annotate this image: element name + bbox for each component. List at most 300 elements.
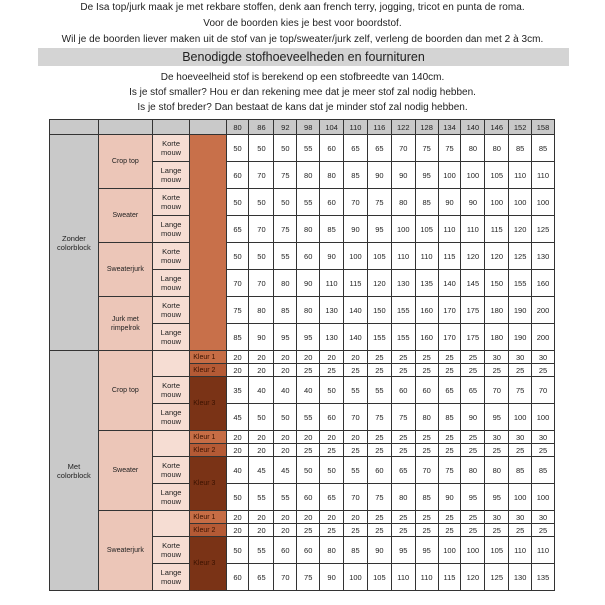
sleeve-label: Korte mouw xyxy=(152,243,189,270)
fabric-amount-cell: 25 xyxy=(438,351,461,364)
fabric-amount-cell: 20 xyxy=(274,351,297,364)
sleeve-blank xyxy=(152,351,189,377)
fabric-amount-cell: 20 xyxy=(344,431,368,444)
size-header: 152 xyxy=(509,120,532,135)
fabric-amount-cell: 85 xyxy=(438,404,461,431)
fabric-amount-cell: 100 xyxy=(438,162,461,189)
sleeve-label: Lange mouw xyxy=(152,162,189,189)
fabric-amount-cell: 105 xyxy=(485,537,509,564)
fabric-amount-cell: 175 xyxy=(461,297,485,324)
fabric-amount-cell: 30 xyxy=(532,431,555,444)
size-header: 122 xyxy=(391,120,415,135)
fabric-amount-cell: 155 xyxy=(367,324,391,351)
section-title: Benodigde stofhoeveelheden en fournituren xyxy=(38,48,569,66)
sleeve-label: Lange mouw xyxy=(152,404,189,431)
size-header: 80 xyxy=(226,120,249,135)
fabric-amount-cell: 95 xyxy=(461,484,485,511)
fabric-amount-cell: 25 xyxy=(415,351,438,364)
fabric-amount-cell: 45 xyxy=(249,457,274,484)
fabric-amount-cell: 50 xyxy=(226,243,249,270)
fabric-amount-cell: 25 xyxy=(344,444,368,457)
size-header: 140 xyxy=(461,120,485,135)
fabric-amount-cell: 85 xyxy=(509,457,532,484)
fabric-amount-cell: 20 xyxy=(344,351,368,364)
fabric-amount-cell: 55 xyxy=(274,243,297,270)
fabric-amount-cell: 25 xyxy=(367,511,391,524)
fabric-amount-cell: 20 xyxy=(249,524,274,537)
fabric-amount-cell: 110 xyxy=(509,537,532,564)
fabric-amount-cell: 170 xyxy=(438,297,461,324)
fabric-amount-cell: 85 xyxy=(320,216,344,243)
fabric-amount-cell: 25 xyxy=(438,364,461,377)
fabric-amount-cell: 25 xyxy=(509,364,532,377)
size-header: 110 xyxy=(344,120,368,135)
fabric-amount-cell: 25 xyxy=(532,364,555,377)
size-header: 116 xyxy=(367,120,391,135)
fabric-amount-cell: 30 xyxy=(485,351,509,364)
fabric-amount-cell: 20 xyxy=(320,351,344,364)
fabric-table xyxy=(49,119,555,591)
fabric-amount-cell: 30 xyxy=(532,351,555,364)
note-line-1: De hoeveelheid stof is berekend op een stofbreedte van 140cm. xyxy=(160,72,445,83)
fabric-amount-cell: 95 xyxy=(391,537,415,564)
fabric-amount-cell: 125 xyxy=(532,216,555,243)
fabric-amount-cell: 40 xyxy=(226,457,249,484)
sleeve-label: Korte mouw xyxy=(152,377,189,404)
fabric-amount-cell: 155 xyxy=(391,297,415,324)
fabric-amount-cell: 25 xyxy=(367,431,391,444)
fabric-amount-cell: 25 xyxy=(461,444,485,457)
fabric-amount-cell: 75 xyxy=(367,484,391,511)
fabric-amount-cell: 40 xyxy=(274,377,297,404)
fabric-amount-cell: 75 xyxy=(438,135,461,162)
fabric-amount-cell: 120 xyxy=(485,243,509,270)
sleeve-blank xyxy=(152,511,189,537)
fabric-amount-cell: 75 xyxy=(274,162,297,189)
fabric-amount-cell: 25 xyxy=(320,524,344,537)
fabric-amount-cell: 110 xyxy=(415,564,438,591)
fabric-amount-cell: 20 xyxy=(297,431,320,444)
fabric-amount-cell: 70 xyxy=(485,377,509,404)
fabric-amount-cell: 25 xyxy=(438,444,461,457)
fabric-amount-cell: 65 xyxy=(226,216,249,243)
fabric-amount-cell: 115 xyxy=(344,270,368,297)
fabric-amount-cell: 80 xyxy=(297,297,320,324)
fabric-amount-cell: 160 xyxy=(532,270,555,297)
fabric-amount-cell: 55 xyxy=(297,135,320,162)
fabric-amount-cell: 30 xyxy=(509,511,532,524)
fabric-amount-cell: 95 xyxy=(274,324,297,351)
fabric-amount-cell: 90 xyxy=(320,564,344,591)
fabric-amount-cell: 50 xyxy=(249,189,274,216)
fabric-amount-cell: 170 xyxy=(438,324,461,351)
fabric-amount-cell: 80 xyxy=(461,457,485,484)
fabric-amount-cell: 80 xyxy=(297,162,320,189)
fabric-amount-cell: 70 xyxy=(415,457,438,484)
fabric-amount-cell: 85 xyxy=(532,457,555,484)
fabric-amount-cell: 65 xyxy=(344,135,368,162)
fabric-amount-cell: 100 xyxy=(509,484,532,511)
fabric-amount-cell: 25 xyxy=(320,444,344,457)
size-header: 146 xyxy=(485,120,509,135)
header-blank xyxy=(190,120,226,135)
fabric-amount-cell: 150 xyxy=(367,297,391,324)
fabric-amount-cell: 75 xyxy=(226,297,249,324)
sleeve-label: Lange mouw xyxy=(152,216,189,243)
sleeve-label: Lange mouw xyxy=(152,270,189,297)
fabric-amount-cell: 25 xyxy=(367,364,391,377)
fabric-amount-cell: 25 xyxy=(391,351,415,364)
fabric-amount-cell: 50 xyxy=(320,377,344,404)
fabric-amount-cell: 25 xyxy=(485,364,509,377)
fabric-amount-cell: 60 xyxy=(226,564,249,591)
fabric-amount-cell: 65 xyxy=(461,377,485,404)
fabric-amount-cell: 25 xyxy=(367,524,391,537)
kleur-2-label: Kleur 2 xyxy=(190,364,226,377)
fabric-amount-cell: 20 xyxy=(226,364,249,377)
fabric-amount-cell: 85 xyxy=(415,189,438,216)
fabric-amount-cell: 130 xyxy=(532,243,555,270)
fabric-amount-cell: 110 xyxy=(438,216,461,243)
fabric-amount-cell: 25 xyxy=(532,524,555,537)
fabric-amount-cell: 30 xyxy=(485,511,509,524)
fabric-amount-cell: 20 xyxy=(297,511,320,524)
fabric-amount-cell: 110 xyxy=(461,216,485,243)
note-line-3: Is je stof breder? Dan bestaat de kans dat je minder stof zal nodig hebben. xyxy=(137,102,468,113)
fabric-amount-cell: 75 xyxy=(367,404,391,431)
fabric-amount-cell: 100 xyxy=(461,162,485,189)
fabric-amount-cell: 75 xyxy=(391,404,415,431)
fabric-amount-cell: 50 xyxy=(274,189,297,216)
fabric-amount-cell: 60 xyxy=(226,162,249,189)
fabric-amount-cell: 45 xyxy=(226,404,249,431)
fabric-amount-cell: 100 xyxy=(438,537,461,564)
fabric-amount-cell: 60 xyxy=(415,377,438,404)
sleeve-label: Korte mouw xyxy=(152,297,189,324)
fabric-amount-cell: 25 xyxy=(485,444,509,457)
kleur-1-label: Kleur 1 xyxy=(190,351,226,364)
garment-label: Sweaterjurk xyxy=(98,511,152,591)
fabric-amount-cell: 20 xyxy=(226,351,249,364)
fabric-amount-cell: 55 xyxy=(344,377,368,404)
size-header: 104 xyxy=(320,120,344,135)
fabric-amount-cell: 80 xyxy=(461,135,485,162)
fabric-amount-cell: 85 xyxy=(532,135,555,162)
intro-line-2: Voor de boorden kies je best voor boordstof. xyxy=(203,18,402,29)
fabric-amount-cell: 70 xyxy=(274,564,297,591)
fabric-amount-cell: 145 xyxy=(461,270,485,297)
kleur-3-label: Kleur 3 xyxy=(190,457,226,511)
fabric-amount-cell: 20 xyxy=(274,444,297,457)
fabric-amount-cell: 85 xyxy=(226,324,249,351)
fabric-amount-cell: 70 xyxy=(226,270,249,297)
fabric-amount-cell: 120 xyxy=(461,564,485,591)
fabric-amount-cell: 65 xyxy=(438,377,461,404)
fabric-amount-cell: 120 xyxy=(461,243,485,270)
fabric-amount-cell: 20 xyxy=(320,511,344,524)
fabric-amount-cell: 25 xyxy=(438,511,461,524)
fabric-amount-cell: 100 xyxy=(461,537,485,564)
fabric-amount-cell: 160 xyxy=(415,324,438,351)
fabric-amount-cell: 20 xyxy=(320,431,344,444)
fabric-amount-cell: 50 xyxy=(226,484,249,511)
fabric-amount-cell: 190 xyxy=(509,324,532,351)
fabric-amount-cell: 55 xyxy=(249,484,274,511)
fabric-amount-cell: 40 xyxy=(297,377,320,404)
fabric-amount-cell: 120 xyxy=(509,216,532,243)
fabric-amount-cell: 110 xyxy=(415,243,438,270)
size-header: 128 xyxy=(415,120,438,135)
fabric-amount-cell: 190 xyxy=(509,297,532,324)
fabric-amount-cell: 20 xyxy=(274,511,297,524)
fabric-amount-cell: 105 xyxy=(415,216,438,243)
fabric-amount-cell: 20 xyxy=(249,444,274,457)
fabric-amount-cell: 85 xyxy=(344,162,368,189)
fabric-amount-cell: 30 xyxy=(485,431,509,444)
fabric-amount-cell: 25 xyxy=(509,444,532,457)
fabric-amount-cell: 80 xyxy=(297,216,320,243)
table-row xyxy=(50,189,555,216)
sleeve-label: Korte mouw xyxy=(152,135,189,162)
fabric-amount-cell: 125 xyxy=(485,564,509,591)
fabric-amount-cell: 25 xyxy=(438,524,461,537)
intro-line-3: Wil je de boorden liever maken uit de stof van je top/sweater/jurk zelf, verleng de boorden dan met 2 à 3cm. xyxy=(61,34,544,45)
sleeve-label: Korte mouw xyxy=(152,537,189,564)
fabric-amount-cell: 105 xyxy=(367,564,391,591)
fabric-amount-cell: 90 xyxy=(249,324,274,351)
fabric-amount-cell: 85 xyxy=(344,537,368,564)
fabric-amount-cell: 90 xyxy=(320,243,344,270)
fabric-amount-cell: 175 xyxy=(461,324,485,351)
fabric-amount-cell: 100 xyxy=(509,404,532,431)
fabric-amount-cell: 100 xyxy=(532,404,555,431)
fabric-amount-cell: 20 xyxy=(226,444,249,457)
fabric-amount-cell: 40 xyxy=(249,377,274,404)
fabric-amount-cell: 50 xyxy=(274,135,297,162)
fabric-amount-cell: 100 xyxy=(509,189,532,216)
fabric-amount-cell: 100 xyxy=(344,243,368,270)
fabric-amount-cell: 90 xyxy=(367,537,391,564)
fabric-amount-cell: 90 xyxy=(391,162,415,189)
fabric-amount-cell: 60 xyxy=(297,243,320,270)
fabric-amount-cell: 45 xyxy=(274,457,297,484)
fabric-amount-cell: 110 xyxy=(532,537,555,564)
fabric-amount-cell: 75 xyxy=(367,189,391,216)
fabric-amount-cell: 55 xyxy=(274,484,297,511)
sleeve-label: Korte mouw xyxy=(152,189,189,216)
fabric-amount-cell: 25 xyxy=(320,364,344,377)
size-header: 92 xyxy=(274,120,297,135)
fabric-amount-cell: 70 xyxy=(532,377,555,404)
fabric-amount-cell: 25 xyxy=(485,524,509,537)
fabric-amount-cell: 20 xyxy=(226,524,249,537)
fabric-amount-cell: 140 xyxy=(344,297,368,324)
table-row xyxy=(50,431,555,444)
fabric-amount-cell: 60 xyxy=(297,537,320,564)
fabric-amount-cell: 95 xyxy=(367,216,391,243)
fabric-amount-cell: 70 xyxy=(391,135,415,162)
fabric-amount-cell: 70 xyxy=(249,216,274,243)
kleur-1-label: Kleur 1 xyxy=(190,511,226,524)
fabric-amount-cell: 110 xyxy=(391,564,415,591)
fabric-amount-cell: 25 xyxy=(461,511,485,524)
fabric-amount-cell: 80 xyxy=(274,270,297,297)
fabric-amount-cell: 115 xyxy=(438,564,461,591)
fabric-amount-cell: 70 xyxy=(344,404,368,431)
fabric-amount-cell: 75 xyxy=(297,564,320,591)
fabric-amount-cell: 90 xyxy=(367,162,391,189)
fabric-amount-cell: 20 xyxy=(274,524,297,537)
fabric-amount-cell: 55 xyxy=(344,457,368,484)
fabric-amount-cell: 20 xyxy=(226,511,249,524)
fabric-amount-cell: 120 xyxy=(367,270,391,297)
fabric-color-swatch xyxy=(190,135,226,351)
header-blank xyxy=(98,120,152,135)
garment-label: Sweater xyxy=(98,189,152,243)
fabric-amount-cell: 135 xyxy=(415,270,438,297)
size-header: 86 xyxy=(249,120,274,135)
fabric-amount-cell: 50 xyxy=(226,189,249,216)
fabric-amount-cell: 180 xyxy=(485,297,509,324)
fabric-amount-cell: 55 xyxy=(297,404,320,431)
fabric-amount-cell: 50 xyxy=(249,135,274,162)
fabric-amount-cell: 80 xyxy=(320,162,344,189)
sleeve-label: Lange mouw xyxy=(152,484,189,511)
fabric-amount-cell: 100 xyxy=(344,564,368,591)
fabric-amount-cell: 50 xyxy=(226,537,249,564)
fabric-amount-cell: 70 xyxy=(344,189,368,216)
fabric-amount-cell: 110 xyxy=(391,243,415,270)
fabric-amount-cell: 100 xyxy=(532,189,555,216)
sleeve-label: Korte mouw xyxy=(152,457,189,484)
table-row xyxy=(50,297,555,324)
fabric-amount-cell: 20 xyxy=(249,431,274,444)
fabric-amount-cell: 90 xyxy=(461,189,485,216)
fabric-amount-cell: 25 xyxy=(344,364,368,377)
kleur-3-label: Kleur 3 xyxy=(190,537,226,591)
fabric-amount-cell: 130 xyxy=(320,297,344,324)
fabric-amount-cell: 130 xyxy=(509,564,532,591)
fabric-amount-cell: 20 xyxy=(249,351,274,364)
fabric-amount-cell: 140 xyxy=(438,270,461,297)
header-blank xyxy=(50,120,99,135)
fabric-amount-cell: 80 xyxy=(249,297,274,324)
fabric-amount-cell: 25 xyxy=(532,444,555,457)
fabric-amount-cell: 55 xyxy=(297,189,320,216)
fabric-amount-cell: 25 xyxy=(461,364,485,377)
size-header: 158 xyxy=(532,120,555,135)
fabric-amount-cell: 200 xyxy=(532,324,555,351)
fabric-amount-cell: 75 xyxy=(274,216,297,243)
fabric-amount-cell: 25 xyxy=(415,431,438,444)
fabric-amount-cell: 60 xyxy=(297,484,320,511)
fabric-amount-cell: 60 xyxy=(320,135,344,162)
fabric-amount-cell: 20 xyxy=(274,364,297,377)
sleeve-label: Lange mouw xyxy=(152,564,189,591)
kleur-2-label: Kleur 2 xyxy=(190,444,226,457)
fabric-amount-cell: 25 xyxy=(391,511,415,524)
fabric-amount-cell: 25 xyxy=(391,431,415,444)
fabric-amount-cell: 20 xyxy=(249,511,274,524)
fabric-amount-cell: 75 xyxy=(415,135,438,162)
size-header: 134 xyxy=(438,120,461,135)
fabric-amount-cell: 125 xyxy=(509,243,532,270)
garment-label: Crop top xyxy=(98,135,152,189)
fabric-amount-cell: 115 xyxy=(485,216,509,243)
fabric-amount-cell: 95 xyxy=(485,404,509,431)
fabric-amount-cell: 95 xyxy=(297,324,320,351)
fabric-amount-cell: 25 xyxy=(415,511,438,524)
fabric-amount-cell: 30 xyxy=(509,431,532,444)
fabric-amount-cell: 100 xyxy=(485,189,509,216)
fabric-amount-cell: 90 xyxy=(297,270,320,297)
fabric-amount-cell: 80 xyxy=(391,189,415,216)
fabric-amount-cell: 200 xyxy=(532,297,555,324)
fabric-amount-cell: 30 xyxy=(532,511,555,524)
group-label-zonder: Zonder colorblock xyxy=(50,135,99,351)
garment-label: Sweater xyxy=(98,431,152,511)
fabric-amount-cell: 95 xyxy=(485,484,509,511)
fabric-amount-cell: 70 xyxy=(249,162,274,189)
fabric-amount-cell: 25 xyxy=(415,364,438,377)
fabric-amount-cell: 25 xyxy=(415,524,438,537)
fabric-amount-cell: 25 xyxy=(461,431,485,444)
fabric-amount-cell: 110 xyxy=(509,162,532,189)
fabric-amount-cell: 25 xyxy=(391,444,415,457)
fabric-amount-cell: 100 xyxy=(532,484,555,511)
fabric-amount-cell: 80 xyxy=(485,135,509,162)
table-row xyxy=(50,135,555,162)
fabric-amount-cell: 65 xyxy=(367,135,391,162)
fabric-amount-cell: 60 xyxy=(391,377,415,404)
fabric-amount-cell: 110 xyxy=(532,162,555,189)
fabric-amount-cell: 50 xyxy=(274,404,297,431)
fabric-amount-cell: 75 xyxy=(509,377,532,404)
table-row xyxy=(50,351,555,364)
fabric-amount-cell: 20 xyxy=(226,431,249,444)
fabric-amount-cell: 50 xyxy=(249,404,274,431)
fabric-amount-cell: 50 xyxy=(320,457,344,484)
fabric-amount-cell: 80 xyxy=(391,484,415,511)
fabric-amount-cell: 180 xyxy=(485,324,509,351)
fabric-amount-cell: 25 xyxy=(438,431,461,444)
fabric-amount-cell: 140 xyxy=(344,324,368,351)
fabric-amount-cell: 25 xyxy=(367,444,391,457)
fabric-amount-cell: 75 xyxy=(438,457,461,484)
fabric-amount-cell: 25 xyxy=(344,524,368,537)
fabric-amount-cell: 60 xyxy=(367,457,391,484)
fabric-amount-cell: 25 xyxy=(461,351,485,364)
fabric-amount-cell: 35 xyxy=(226,377,249,404)
fabric-amount-cell: 90 xyxy=(438,484,461,511)
fabric-amount-cell: 85 xyxy=(509,135,532,162)
fabric-amount-cell: 70 xyxy=(249,270,274,297)
garment-label: Jurk met rimpelrok xyxy=(98,297,152,351)
fabric-amount-cell: 20 xyxy=(274,431,297,444)
fabric-amount-cell: 150 xyxy=(485,270,509,297)
fabric-amount-cell: 100 xyxy=(391,216,415,243)
fabric-amount-cell: 80 xyxy=(415,404,438,431)
fabric-amount-cell: 25 xyxy=(297,444,320,457)
fabric-amount-cell: 65 xyxy=(320,484,344,511)
fabric-amount-cell: 50 xyxy=(249,243,274,270)
fabric-amount-cell: 115 xyxy=(438,243,461,270)
fabric-amount-cell: 80 xyxy=(320,537,344,564)
fabric-amount-cell: 20 xyxy=(297,351,320,364)
fabric-amount-cell: 105 xyxy=(485,162,509,189)
garment-label: Crop top xyxy=(98,351,152,431)
fabric-amount-cell: 20 xyxy=(249,364,274,377)
